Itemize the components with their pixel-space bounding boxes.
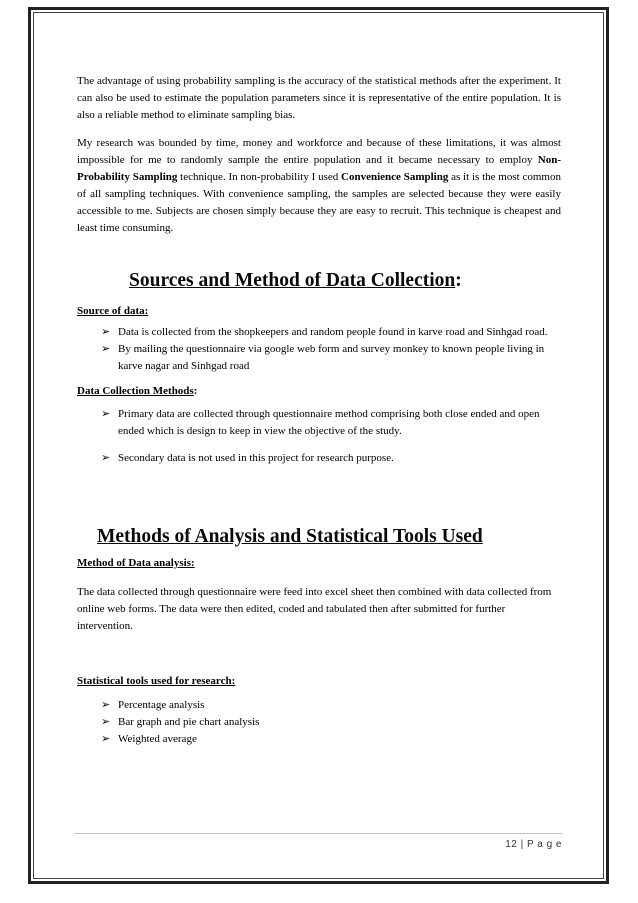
arrow-bullet-icon: ➢ (101, 716, 111, 728)
list-item-text: Bar graph and pie chart analysis (118, 716, 260, 728)
list-item-text: Percentage analysis (118, 699, 205, 711)
list-item (101, 406, 560, 440)
subheading-method-data-analysis: Method of Data analysis: (77, 557, 195, 569)
list-item (101, 324, 560, 341)
arrow-bullet-icon: ➢ (101, 408, 111, 420)
list-item-text: Data is collected from the shopkeepers and random people found in karve road and Sinhgad road. (118, 326, 548, 338)
heading-methods-analysis: Methods of Analysis and Statistical Tools Used (97, 526, 483, 547)
text-run: as it is the most common of all sampling techniques. With convenience sampling, the samples are selected because they were easily accessible to me. Subjects are chosen simply because they are easy to recruit. This technique is cheapest and least time consuming. (77, 171, 561, 234)
list-item (101, 731, 560, 748)
subheading-source-of-data: Source of data: (77, 305, 149, 317)
heading-colon: : (455, 270, 462, 291)
list-item-text: Primary data are collected through questionnaire method comprising both close ended and open ended which is design to keep in view the objective of the study. (118, 408, 540, 437)
subheading-colon: : (193, 385, 198, 397)
list-item-text: Secondary data is not used in this project for research purpose. (118, 452, 394, 464)
list-item (101, 450, 560, 467)
heading-text: Sources and Method of Data Collection (129, 270, 456, 291)
subheading-data-collection-methods (77, 383, 561, 400)
paragraph-research-limitations (77, 135, 561, 237)
list-item (101, 697, 560, 714)
text-run: technique. In non-probability I used (177, 171, 342, 183)
page-content (77, 73, 561, 748)
subheading-statistical-tools: Statistical tools used for research: (77, 675, 236, 687)
subheading-text: Data Collection Methods (77, 385, 194, 397)
source-list (77, 324, 561, 375)
paragraph-probability-sampling: The advantage of using probability sampling is the accuracy of the statistical methods after the experiment. It can also be used to estimate the population parameters since it is representative of the entire population. It is also a reliable method to eliminate sampling bias. (77, 75, 561, 121)
arrow-bullet-icon: ➢ (101, 343, 111, 355)
arrow-bullet-icon: ➢ (101, 699, 111, 711)
list-item-text: Weighted average (118, 733, 197, 745)
list-item (101, 714, 560, 731)
arrow-bullet-icon: ➢ (101, 452, 111, 464)
method-list (77, 406, 561, 467)
term-non-probability: Non-Probability Sampling (77, 154, 561, 183)
list-item (101, 341, 560, 375)
footer-divider (74, 833, 562, 834)
arrow-bullet-icon: ➢ (101, 326, 111, 338)
tools-list (77, 697, 561, 748)
paragraph-data-analysis: The data collected through questionnaire were feed into excel sheet then combined with data collected from online web forms. The data were then edited, coded and tabulated then after submitted for further intervention. (77, 586, 552, 632)
arrow-bullet-icon: ➢ (101, 733, 111, 745)
list-item-text: By mailing the questionnaire via google web form and survey monkey to known people living in karve nagar and Sinhgad road (118, 343, 545, 372)
page-number: 12 | P a g e (505, 839, 562, 850)
text-run: My research was bounded by time, money and workforce and because of these limitations, it was almost impossible for me to randomly sample the entire population and it became necessary to employ (77, 137, 561, 166)
heading-sources-method (129, 269, 561, 293)
term-convenience-sampling: Convenience Sampling (341, 171, 449, 183)
